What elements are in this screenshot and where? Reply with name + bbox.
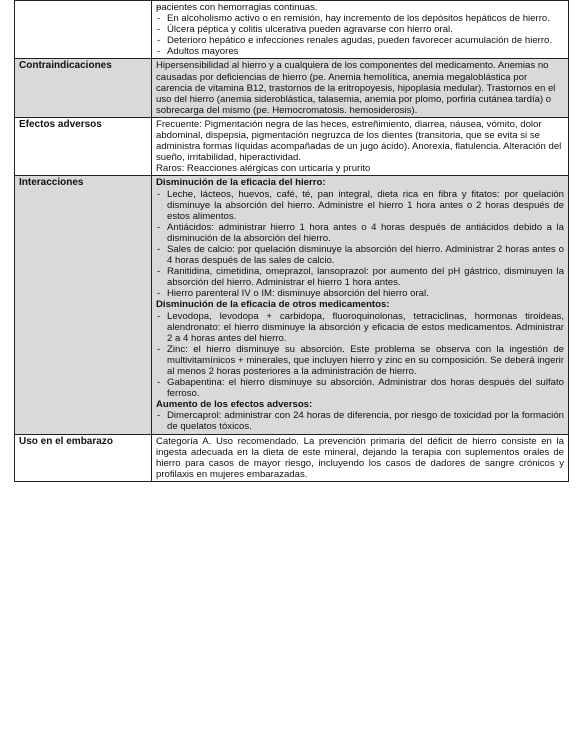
list-item: - Sales de calcio: por quelación disminuye la absorción del hierro. Administrar 2 horas antes o 4 horas después de las sales de calcio. — [156, 244, 564, 266]
list-item: - Adultos mayores — [156, 46, 564, 57]
row-label-empty — [15, 1, 152, 59]
interactions-list-adverse — [156, 410, 564, 432]
interactions-subheading: Disminución de la eficacia del hierro: — [156, 177, 326, 189]
list-item: - pacientes con hemorragias continuas. — [156, 2, 564, 13]
row-interacciones — [15, 176, 569, 434]
list-item: - Hierro parenteral IV o IM: disminuye absorción del hierro oral. — [156, 288, 564, 299]
row-uso-embarazo — [15, 434, 569, 481]
drug-monograph-table — [14, 0, 569, 482]
precautions-list — [156, 2, 564, 57]
list-item: - Antiácidos: administrar hierro 1 hora antes o 4 horas después de antiácidos debido a la disminución de la absorción del hierro. — [156, 222, 564, 244]
row-content — [152, 434, 569, 481]
row-content — [152, 59, 569, 117]
row-contraindicaciones — [15, 59, 569, 117]
row-efectos-adversos — [15, 117, 569, 175]
pregnancy-text: Categoría A. Uso recomendado. La prevención primaria del déficit de hierro consiste en la ingesta adecuada en la dieta de este mineral, dejando la terapia con suplementos orales de hierro para casos de mayor riesgo, incluyendo los casos de dadores de sangre crónicos y profilaxis en mujeres embarazadas. — [156, 435, 564, 480]
list-item: - Dimercaprol: administrar con 24 horas de diferencia, por riesgo de toxicidad por la formación de quelatos tóxicos. — [156, 410, 564, 432]
row-content — [152, 117, 569, 175]
list-item: - Levodopa, levodopa + carbidopa, fluoroquinolonas, tetraciclinas, hormonas tiroideas, alendronato: el hierro disminuye la absorción y eficacia de estos medicamentos. Administrar 2 a 4 horas antes del hierro. — [156, 311, 564, 344]
list-item: - Zinc: el hierro disminuye su absorción. Este problema se observa con la ingestión de multivitamínicos + minerales, que incluyen hierro y zinc en su composición. Se deberá ingerir al menos 2 horas posteriores a la administración de hierro. — [156, 344, 564, 377]
list-item: - Úlcera péptica y colitis ulcerativa pueden agravarse con hierro oral. — [156, 24, 564, 35]
contraindications-text: Hipersensibilidad al hierro y a cualquiera de los componentes del medicamento. Anemias no causadas por deficiencias de hierro (pe. Anemia hemolítica, anemia megaloblástica por carencia de vitamina B12, trastornos de la eritropoyesis, hipoplasia medular). Trastornos en el uso del hierro (anemia sideroblástica, talasemia, anemia por plomo, porfiria cutánea tardía) o sobrecarga del mismo (pe. Hemocromatosis. hemosiderosis). — [156, 60, 556, 116]
row-continuation — [15, 1, 569, 59]
interactions-subheading: Aumento de los efectos adversos: — [156, 399, 313, 411]
list-item: - Leche, lácteos, huevos, café, té, pan integral, dieta rica en fibra y fitatos: por quelación disminuye la absorción del hierro. Administre el hierro 1 hora antes o 2 horas después de estos alimentos. — [156, 189, 564, 222]
row-label: Uso en el embarazo — [15, 434, 152, 481]
list-item: - Deterioro hepático e infecciones renales agudas, pueden favorecer acumulación de hierro. — [156, 35, 564, 46]
interactions-list-other-drugs — [156, 311, 564, 400]
row-label: Interacciones — [15, 176, 152, 434]
row-label: Contraindicaciones — [15, 59, 152, 117]
adverse-effects-rare: Raros: Reacciones alérgicas con urticaria y prurito — [156, 163, 371, 175]
interactions-list-iron-efficacy — [156, 189, 564, 300]
list-item: - En alcoholismo activo o en remisión, hay incremento de los depósitos hepáticos de hierro. — [156, 13, 564, 24]
row-label: Efectos adversos — [15, 117, 152, 175]
interactions-subheading: Disminución de la eficacia de otros medicamentos: — [156, 299, 390, 311]
list-item: - Ranitidina, cimetidina, omeprazol, lansoprazol: por aumento del pH gástrico, disminuyen la absorción del hierro. Administrar el hierro 1 hora antes. — [156, 266, 564, 288]
list-item: - Gabapentina: el hierro disminuye su absorción. Administrar dos horas después del sulfato ferroso. — [156, 377, 564, 399]
row-content-continuation — [152, 1, 569, 59]
row-content — [152, 176, 569, 434]
adverse-effects-frequent: Frecuente: Pigmentación negra de las heces, estreñimiento, diarrea, náusea, vómito, dolor abdominal, dispepsia, pigmentación negruzca de los dientes (transitoria, que se evita si se administra formas líquidas acompañadas de un jugo ácido). Anorexia, flatulencia. Alteración del sueño, irritabilidad, hiperactividad. — [156, 118, 562, 164]
